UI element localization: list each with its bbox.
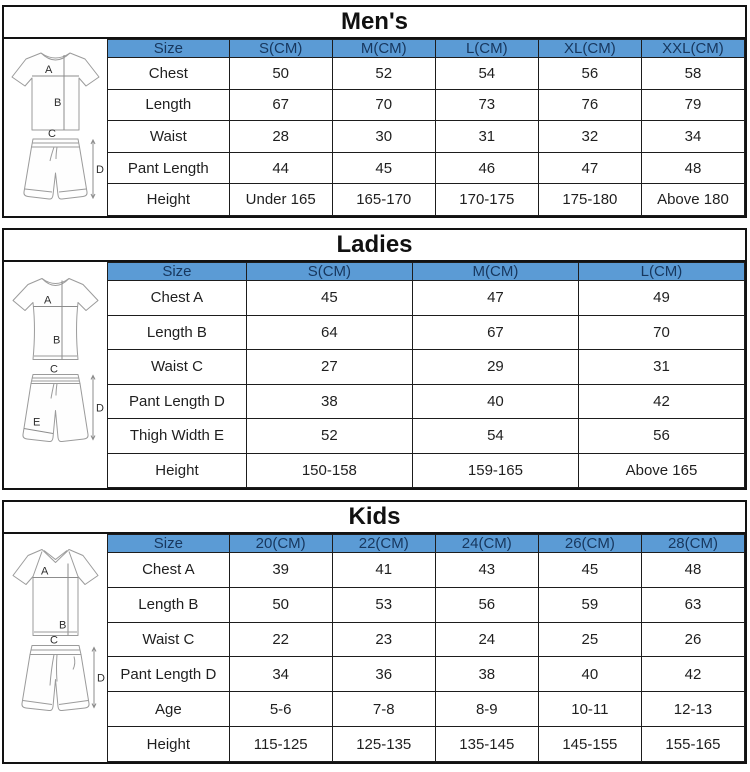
column-header: S(CM) [246,263,412,281]
ladies-size-chart-section [2,228,747,490]
row-label: Chest A [108,553,230,588]
table-row [108,89,745,121]
table-cell: 29 [412,350,578,385]
table-cell: 54 [412,419,578,454]
column-header: 24(CM) [435,535,538,553]
table-cell: 40 [538,657,641,692]
table-cell: 70 [578,315,744,350]
column-header: 22(CM) [332,535,435,553]
table-cell: 25 [538,622,641,657]
table-row [108,657,745,692]
table-cell: 76 [538,89,641,121]
column-header: Size [108,263,247,281]
table-cell: 52 [246,419,412,454]
table-row [108,121,745,153]
kids-section-title: Kids [4,502,745,534]
column-header: S(CM) [229,40,332,58]
table-cell: 54 [435,58,538,90]
table-cell: 45 [332,152,435,184]
table-row [108,587,745,622]
measure-label-length: B [59,619,67,632]
table-row [108,152,745,184]
ladies-tshirt-shorts-drawing [4,262,107,488]
table-cell: 56 [578,419,744,454]
mens-section-title: Men's [4,7,745,39]
table-cell: 79 [641,89,744,121]
table-cell: 47 [412,281,578,316]
table-cell: 135-145 [435,727,538,762]
column-header: M(CM) [412,263,578,281]
table-cell: 31 [435,121,538,153]
mens-size-chart-section [2,5,747,218]
table-cell: 48 [641,553,744,588]
table-cell: 49 [578,281,744,316]
table-row [108,315,745,350]
measure-label-chest: A [41,565,49,578]
row-label: Waist C [108,622,230,657]
table-row [108,350,745,385]
mens-size-table [107,39,745,216]
table-cell: 56 [538,58,641,90]
measure-label-pant-length: D [96,164,104,176]
column-header: XL(CM) [538,40,641,58]
ladies-garment-illustration [4,262,107,488]
table-cell: 64 [246,315,412,350]
row-label: Chest [108,58,230,90]
measure-label-waist: C [50,634,58,647]
table-cell: 44 [229,152,332,184]
size-header-row [108,40,745,58]
column-header: XXL(CM) [641,40,744,58]
table-row [108,184,745,216]
table-cell: 38 [435,657,538,692]
row-label: Length [108,89,230,121]
table-cell: 24 [435,622,538,657]
table-row [108,622,745,657]
table-cell: 159-165 [412,453,578,488]
table-row [108,692,745,727]
column-header: Size [108,40,230,58]
ladies-section-title: Ladies [4,230,745,262]
table-cell: 43 [435,553,538,588]
measure-label-length: B [53,334,61,347]
table-cell: Under 165 [229,184,332,216]
table-cell: 59 [538,587,641,622]
row-label: Length B [108,587,230,622]
table-row [108,453,745,488]
measure-label-pant-length: D [96,402,104,415]
table-cell: 170-175 [435,184,538,216]
table-row [108,58,745,90]
measure-label-waist: C [50,363,58,376]
table-cell: 115-125 [229,727,332,762]
table-cell: 32 [538,121,641,153]
table-cell: 155-165 [641,727,744,762]
table-cell: 175-180 [538,184,641,216]
measure-label-length: B [54,97,62,109]
row-label: Pant Length [108,152,230,184]
row-label: Height [108,453,247,488]
table-row [108,727,745,762]
table-cell: 41 [332,553,435,588]
row-label: Pant Length D [108,657,230,692]
table-cell: 73 [435,89,538,121]
row-label: Height [108,184,230,216]
size-header-row [108,263,745,281]
kids-size-table [107,534,745,762]
table-cell: Above 165 [578,453,744,488]
table-cell: 36 [332,657,435,692]
table-cell: 52 [332,58,435,90]
table-cell: 34 [229,657,332,692]
table-cell: 45 [538,553,641,588]
table-cell: 8-9 [435,692,538,727]
table-cell: 63 [641,587,744,622]
table-cell: 125-135 [332,727,435,762]
table-cell: 40 [412,384,578,419]
column-header: Size [108,535,230,553]
table-cell: 56 [435,587,538,622]
measure-label-chest: A [45,64,53,76]
table-cell: 38 [246,384,412,419]
table-row [108,553,745,588]
table-cell: 42 [578,384,744,419]
row-label: Age [108,692,230,727]
table-cell: 7-8 [332,692,435,727]
row-label: Height [108,727,230,762]
table-cell: 50 [229,587,332,622]
table-cell: 42 [641,657,744,692]
mens-tshirt-shorts-drawing [4,39,107,216]
table-row [108,281,745,316]
table-cell: 50 [229,58,332,90]
measure-label-thigh-width: E [33,416,41,429]
column-header: L(CM) [578,263,744,281]
table-cell: 23 [332,622,435,657]
column-header: L(CM) [435,40,538,58]
table-cell: 26 [641,622,744,657]
table-cell: 10-11 [538,692,641,727]
mens-garment-illustration [4,39,107,216]
table-cell: 27 [246,350,412,385]
table-cell: Above 180 [641,184,744,216]
column-header: M(CM) [332,40,435,58]
table-cell: 47 [538,152,641,184]
row-label: Waist C [108,350,247,385]
column-header: 28(CM) [641,535,744,553]
kids-size-chart-section [2,500,747,764]
column-header: 20(CM) [229,535,332,553]
row-label: Thigh Width E [108,419,247,454]
table-cell: 67 [412,315,578,350]
table-cell: 28 [229,121,332,153]
size-header-row [108,535,745,553]
table-cell: 145-155 [538,727,641,762]
table-cell: 150-158 [246,453,412,488]
row-label: Pant Length D [108,384,247,419]
kids-tshirt-shorts-drawing [4,534,107,762]
table-cell: 22 [229,622,332,657]
table-cell: 53 [332,587,435,622]
table-cell: 58 [641,58,744,90]
row-label: Waist [108,121,230,153]
row-label: Length B [108,315,247,350]
table-cell: 67 [229,89,332,121]
measure-label-waist: C [48,128,56,140]
table-row [108,384,745,419]
table-cell: 39 [229,553,332,588]
table-cell: 165-170 [332,184,435,216]
table-cell: 46 [435,152,538,184]
table-cell: 48 [641,152,744,184]
table-cell: 45 [246,281,412,316]
table-cell: 5-6 [229,692,332,727]
table-cell: 34 [641,121,744,153]
table-cell: 31 [578,350,744,385]
measure-label-pant-length: D [97,672,105,685]
row-label: Chest A [108,281,247,316]
table-cell: 30 [332,121,435,153]
measure-label-chest: A [44,294,52,307]
column-header: 26(CM) [538,535,641,553]
table-row [108,419,745,454]
table-cell: 70 [332,89,435,121]
kids-garment-illustration [4,534,107,762]
table-cell: 12-13 [641,692,744,727]
ladies-size-table [107,262,745,488]
